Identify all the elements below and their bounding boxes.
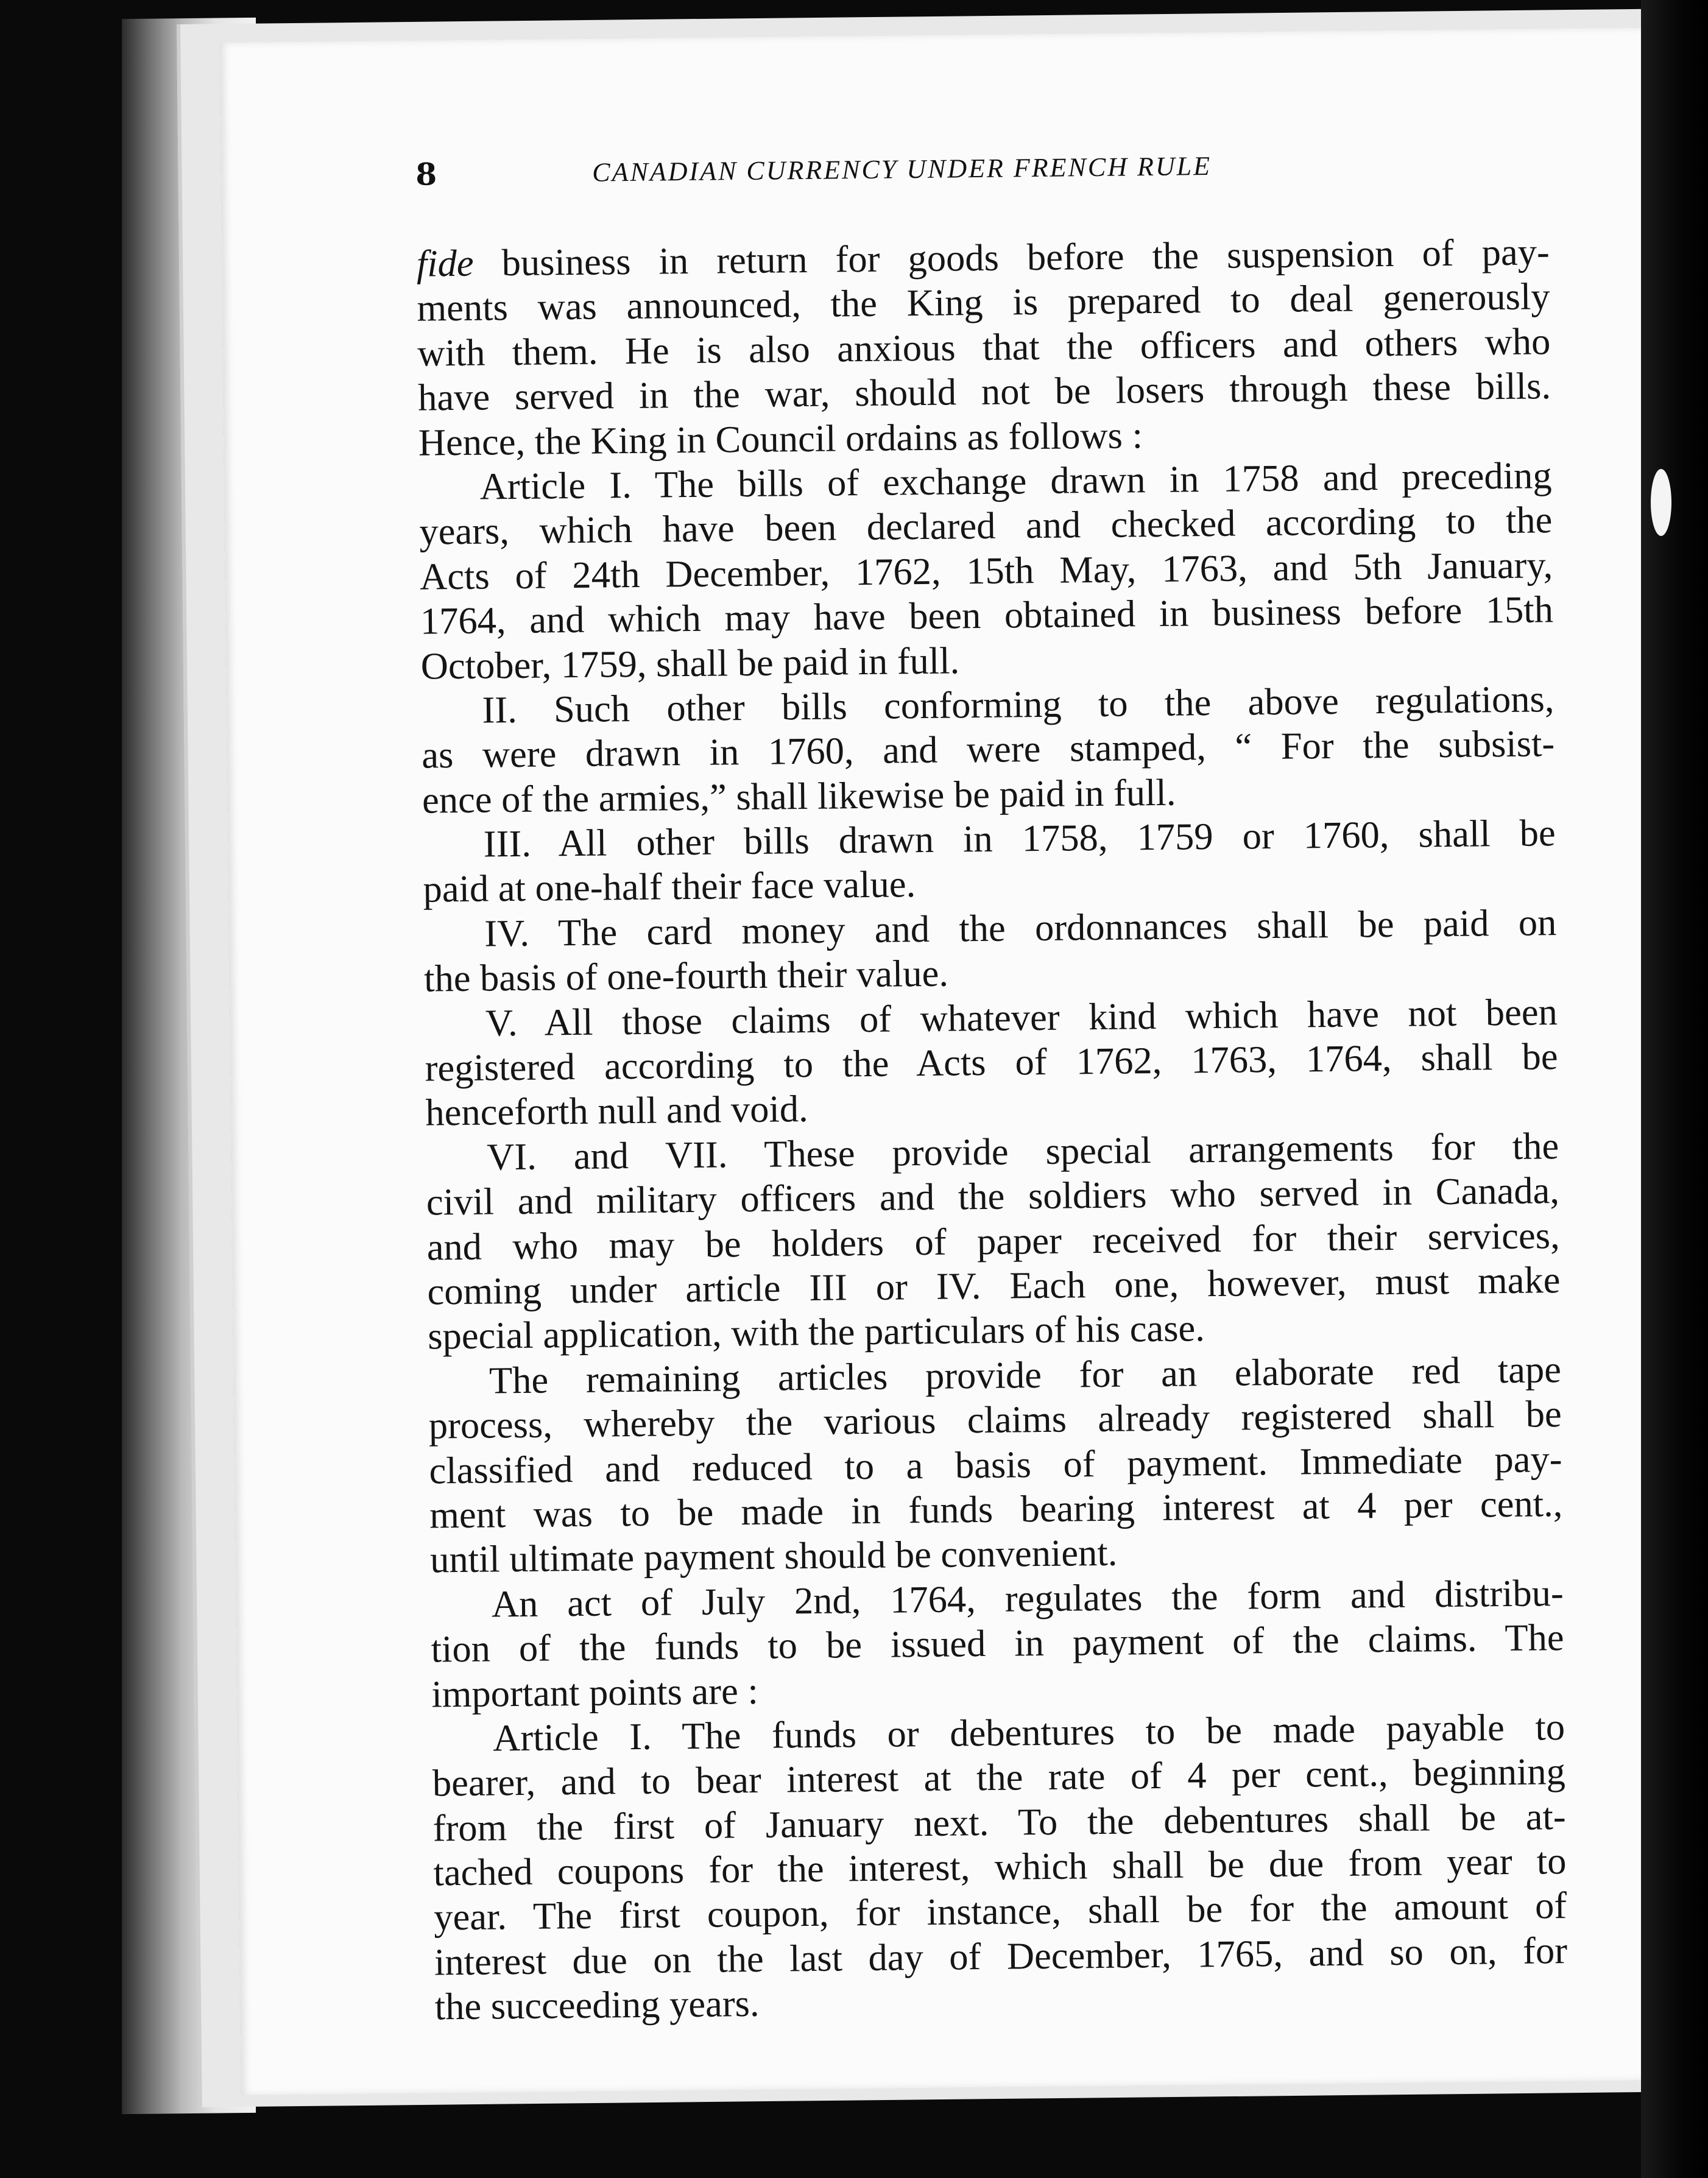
text-line: Hence, the King in Council ordains as follows : — [418, 413, 1143, 464]
text-line: and who may be holders of paper received for their services, — [426, 1213, 1560, 1269]
text-line: registered according to the Acts of 1762, 1763, 1764, shall be — [425, 1035, 1558, 1090]
running-head — [415, 138, 1537, 205]
text-line: henceforth null and void. — [425, 1087, 809, 1134]
text-line: year. The first coupon, for instance, shall be for the amount of — [433, 1884, 1567, 1939]
text-line: 1764, and which may have been obtained in business before 15th — [420, 588, 1554, 643]
text-line: ment was to be made in funds bearing interest at 4 per cent., — [429, 1481, 1563, 1537]
running-head-title: CANADIAN CURRENCY UNDER FRENCH RULE — [592, 150, 1212, 188]
text-line: classified and reduced to a basis of payment. Immediate pay- — [429, 1437, 1562, 1492]
text-line: Article I. The bills of exchange drawn in 1758 and preceding — [479, 454, 1552, 508]
text-line: paid at one-half their face value. — [423, 862, 916, 911]
text-line: have served in the war, should not be losers through these bills. — [417, 364, 1551, 419]
italic-word: fide — [416, 241, 474, 285]
text-line: The remaining articles provide for an elaborate red tape — [489, 1347, 1562, 1402]
text-line: An act of July 2nd, 1764, regulates the form and distribu- — [491, 1571, 1564, 1626]
text-line: process, whereby the various claims already registered shall be — [428, 1392, 1562, 1447]
text-line: years, which have been declared and checked according to the — [419, 498, 1553, 553]
text-line: IV. The card money and the ordonnances shall be paid on — [484, 900, 1557, 955]
text-line: interest due on the last day of December, 1765, and so on, for — [434, 1928, 1568, 1984]
text-line: ments was announced, the King is prepared to deal generously — [417, 275, 1550, 330]
text-line: III. All other bills drawn in 1758, 1759 or 1760, shall be — [483, 811, 1556, 865]
text-line: with them. He is also anxious that the officers and others who — [417, 319, 1551, 375]
text-line: until ultimate payment should be convenient. — [429, 1531, 1118, 1581]
text-line: tion of the funds to be issued in payment of the claims. The — [431, 1616, 1564, 1671]
scanner-shadow — [1641, 0, 1708, 2178]
text-line: V. All those claims of whatever kind which have not been — [485, 990, 1558, 1045]
body-text — [416, 230, 1568, 2029]
text-line: tached coupons for the interest, which shall be due from year to — [433, 1839, 1567, 1894]
text-line: October, 1759, shall be paid in full. — [420, 638, 960, 688]
text-line: fide business in return for goods before the suspension of pay- — [416, 230, 1550, 285]
text-line: Acts of 24th December, 1762, 15th May, 1763, and 5th January, — [419, 543, 1553, 598]
page-clip — [1651, 469, 1671, 536]
page-number: 8 — [415, 156, 437, 192]
text-line: civil and military officers and the soldiers who served in Canada, — [426, 1169, 1560, 1224]
text-line: as were drawn in 1760, and were stamped, “ For the subsist- — [421, 722, 1555, 777]
text-line: bearer, and to bear interest at the rate of 4 per cent., beginning — [432, 1750, 1566, 1805]
text-line: the basis of one-fourth their value. — [423, 951, 949, 1000]
text-line: II. Such other bills conforming to the above regulations, — [482, 677, 1554, 731]
text-line: the succeeding years. — [434, 1982, 760, 2028]
text-line: VI. and VII. These provide special arrangements for the — [486, 1124, 1559, 1179]
text-line: important points are : — [431, 1669, 759, 1715]
book-page — [219, 27, 1684, 2095]
text-line: from the first of January next. To the debentures shall be at- — [432, 1794, 1566, 1850]
text-line: ence of the armies,” shall likewise be paid in full. — [422, 770, 1176, 822]
text-line: coming under article III or IV. Each one, however, must make — [427, 1258, 1561, 1313]
text-line: Article I. The funds or debentures to be made payable to — [492, 1705, 1565, 1760]
text-line: special application, with the particulars of his case. — [427, 1306, 1205, 1358]
